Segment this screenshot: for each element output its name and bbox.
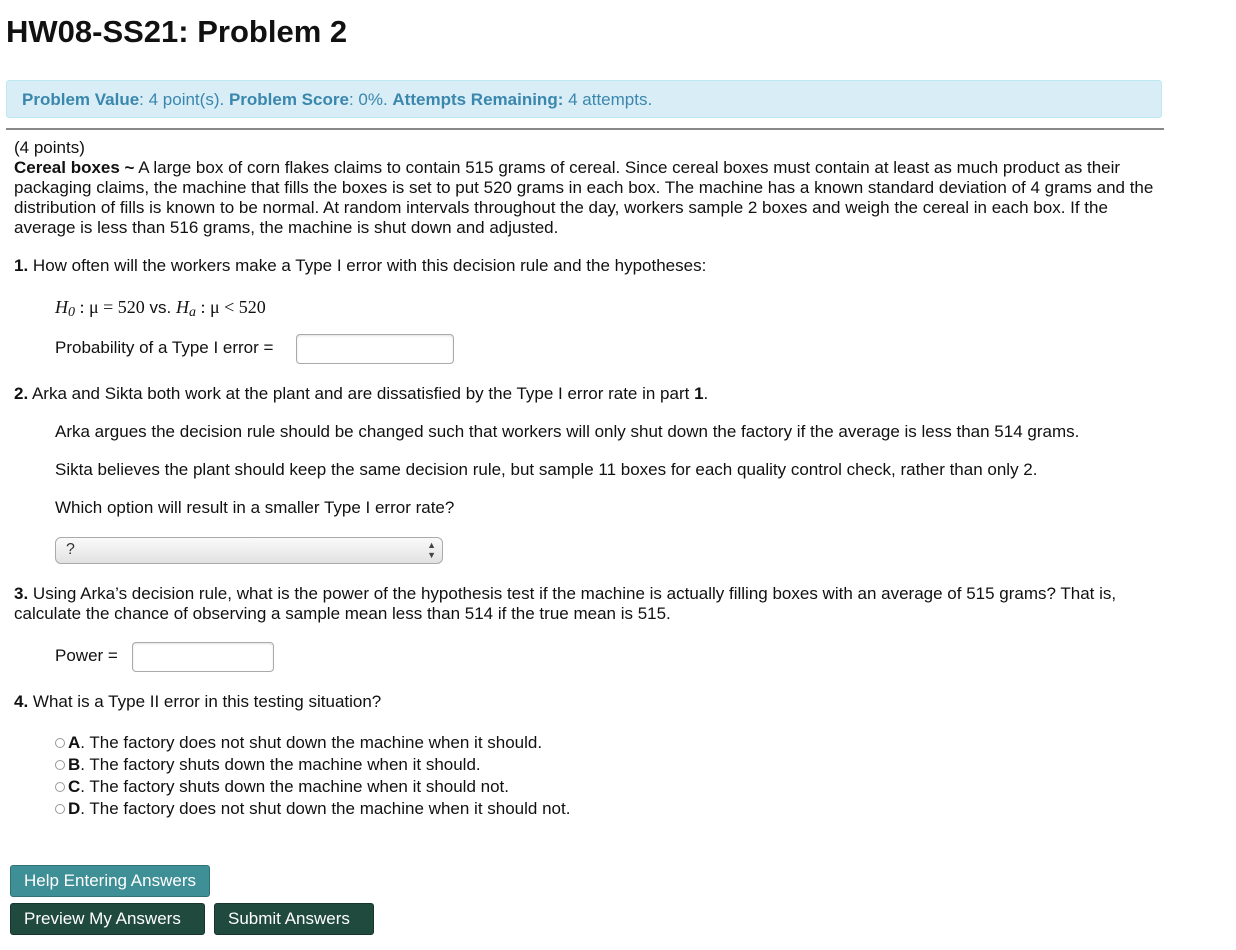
question-3-text: Using Arka’s decision rule, what is the power of the hypothesis test if the machine is actually filling boxes with an average of 515 grams? That is, calculate the chance of observing a sample mean less than 514 if the true mean is 515. <box>14 584 1117 623</box>
option-c-letter: C <box>68 777 81 796</box>
attempts-remaining-label: Attempts Remaining: <box>392 90 564 109</box>
question-1 <box>14 256 1164 276</box>
problem-value-label: Problem Value <box>22 90 140 109</box>
question-2-number: 2. <box>14 384 29 403</box>
problem-description <box>14 158 1164 238</box>
type-1-error-input[interactable] <box>296 334 454 364</box>
option-d-letter: D <box>68 799 81 818</box>
option-select-value: ? <box>66 541 75 558</box>
question-4 <box>14 692 1164 712</box>
option-a-radio[interactable] <box>55 738 65 748</box>
hypotheses <box>55 297 266 323</box>
ha-subscript: a <box>188 305 196 320</box>
problem-score-text: : 0%. <box>348 90 393 109</box>
question-1-number: 1. <box>14 256 29 275</box>
option-b[interactable] <box>55 754 570 776</box>
h0-subscript: 0 <box>68 305 75 320</box>
page-title: HW08-SS21: Problem 2 <box>6 14 348 49</box>
type-2-options <box>55 732 570 820</box>
option-a-letter: A <box>68 733 81 752</box>
option-b-text: . The factory shuts down the machine when it should. <box>80 755 481 774</box>
type-1-error-label: Probability of a Type I error = <box>55 338 274 357</box>
option-c-radio[interactable] <box>55 782 65 792</box>
option-d-text: . The factory does not shut down the machine when it should not. <box>80 799 571 818</box>
question-4-text: What is a Type II error in this testing situation? <box>28 692 382 711</box>
option-d-radio[interactable] <box>55 804 65 814</box>
problem-points: (4 points) <box>14 138 85 157</box>
preview-answers-button[interactable]: Preview My Answers <box>10 903 205 935</box>
hypotheses-vs: vs. <box>144 298 176 317</box>
submit-answers-button[interactable]: Submit Answers <box>214 903 374 935</box>
question-4-number: 4. <box>14 692 29 711</box>
option-select[interactable] <box>55 537 443 564</box>
attempts-remaining-text: 4 attempts. <box>563 90 653 109</box>
arka-argument: Arka argues the decision rule should be changed such that workers will only shut down the factory if the average is less than 514 grams. <box>55 422 1080 441</box>
question-3-number: 3. <box>14 584 29 603</box>
question-2 <box>14 384 1164 404</box>
option-b-radio[interactable] <box>55 760 65 770</box>
option-c[interactable] <box>55 776 570 798</box>
question-3 <box>14 584 1164 624</box>
select-arrow-down-icon: ▼ <box>427 550 436 560</box>
problem-heading: Cereal boxes ~ <box>14 158 135 177</box>
option-a-text: . The factory does not shut down the machine when it should. <box>80 733 543 752</box>
option-d[interactable] <box>55 798 570 820</box>
h0-rest: : μ = 520 <box>75 297 145 317</box>
question-2-text-end: . <box>703 384 709 403</box>
question-2-part-ref: 1 <box>694 384 704 403</box>
header-divider <box>6 128 1164 130</box>
problem-score-label: Problem Score <box>228 90 349 109</box>
help-entering-answers-button[interactable]: Help Entering Answers <box>10 865 210 897</box>
problem-intro-text: A large box of corn flakes claims to contain 515 grams of cereal. Since cereal boxes must contain at least as much product as their packaging claims, the machine that fills the boxes is set to put 520 grams in each box. The machine has a known standard deviation of 4 grams and the distribution of fills is known to be normal. At random intervals throughout the day, workers sample 2 boxes and weigh the cereal in each box. If the average is less than 516 grams, the machine is shut down and adjusted. <box>14 158 1154 237</box>
select-arrow-up-icon: ▲ <box>427 540 436 550</box>
problem-info-bar <box>6 80 1162 118</box>
problem-intro <box>14 138 1164 238</box>
select-arrows-icon <box>427 540 436 560</box>
option-c-text: . The factory shuts down the machine when it should not. <box>80 777 509 796</box>
question-1-text: How often will the workers make a Type I error with this decision rule and the hypotheses: <box>28 256 707 275</box>
h0-variable: H <box>55 297 68 317</box>
ha-rest: : μ < 520 <box>195 297 266 317</box>
option-b-letter: B <box>68 755 81 774</box>
ha-variable: H <box>175 297 189 317</box>
sikta-argument: Sikta believes the plant should keep the same decision rule, but sample 11 boxes for each quality control check, rather than only 2. <box>55 460 1038 479</box>
option-a[interactable] <box>55 732 570 754</box>
problem-value-text: : 4 point(s). <box>139 90 229 109</box>
power-input[interactable] <box>132 642 274 672</box>
question-2-text: Arka and Sikta both work at the plant and are dissatisfied by the Type I error rate in part <box>28 384 695 403</box>
power-label: Power = <box>55 646 118 665</box>
question-2-prompt: Which option will result in a smaller Type I error rate? <box>55 498 455 517</box>
